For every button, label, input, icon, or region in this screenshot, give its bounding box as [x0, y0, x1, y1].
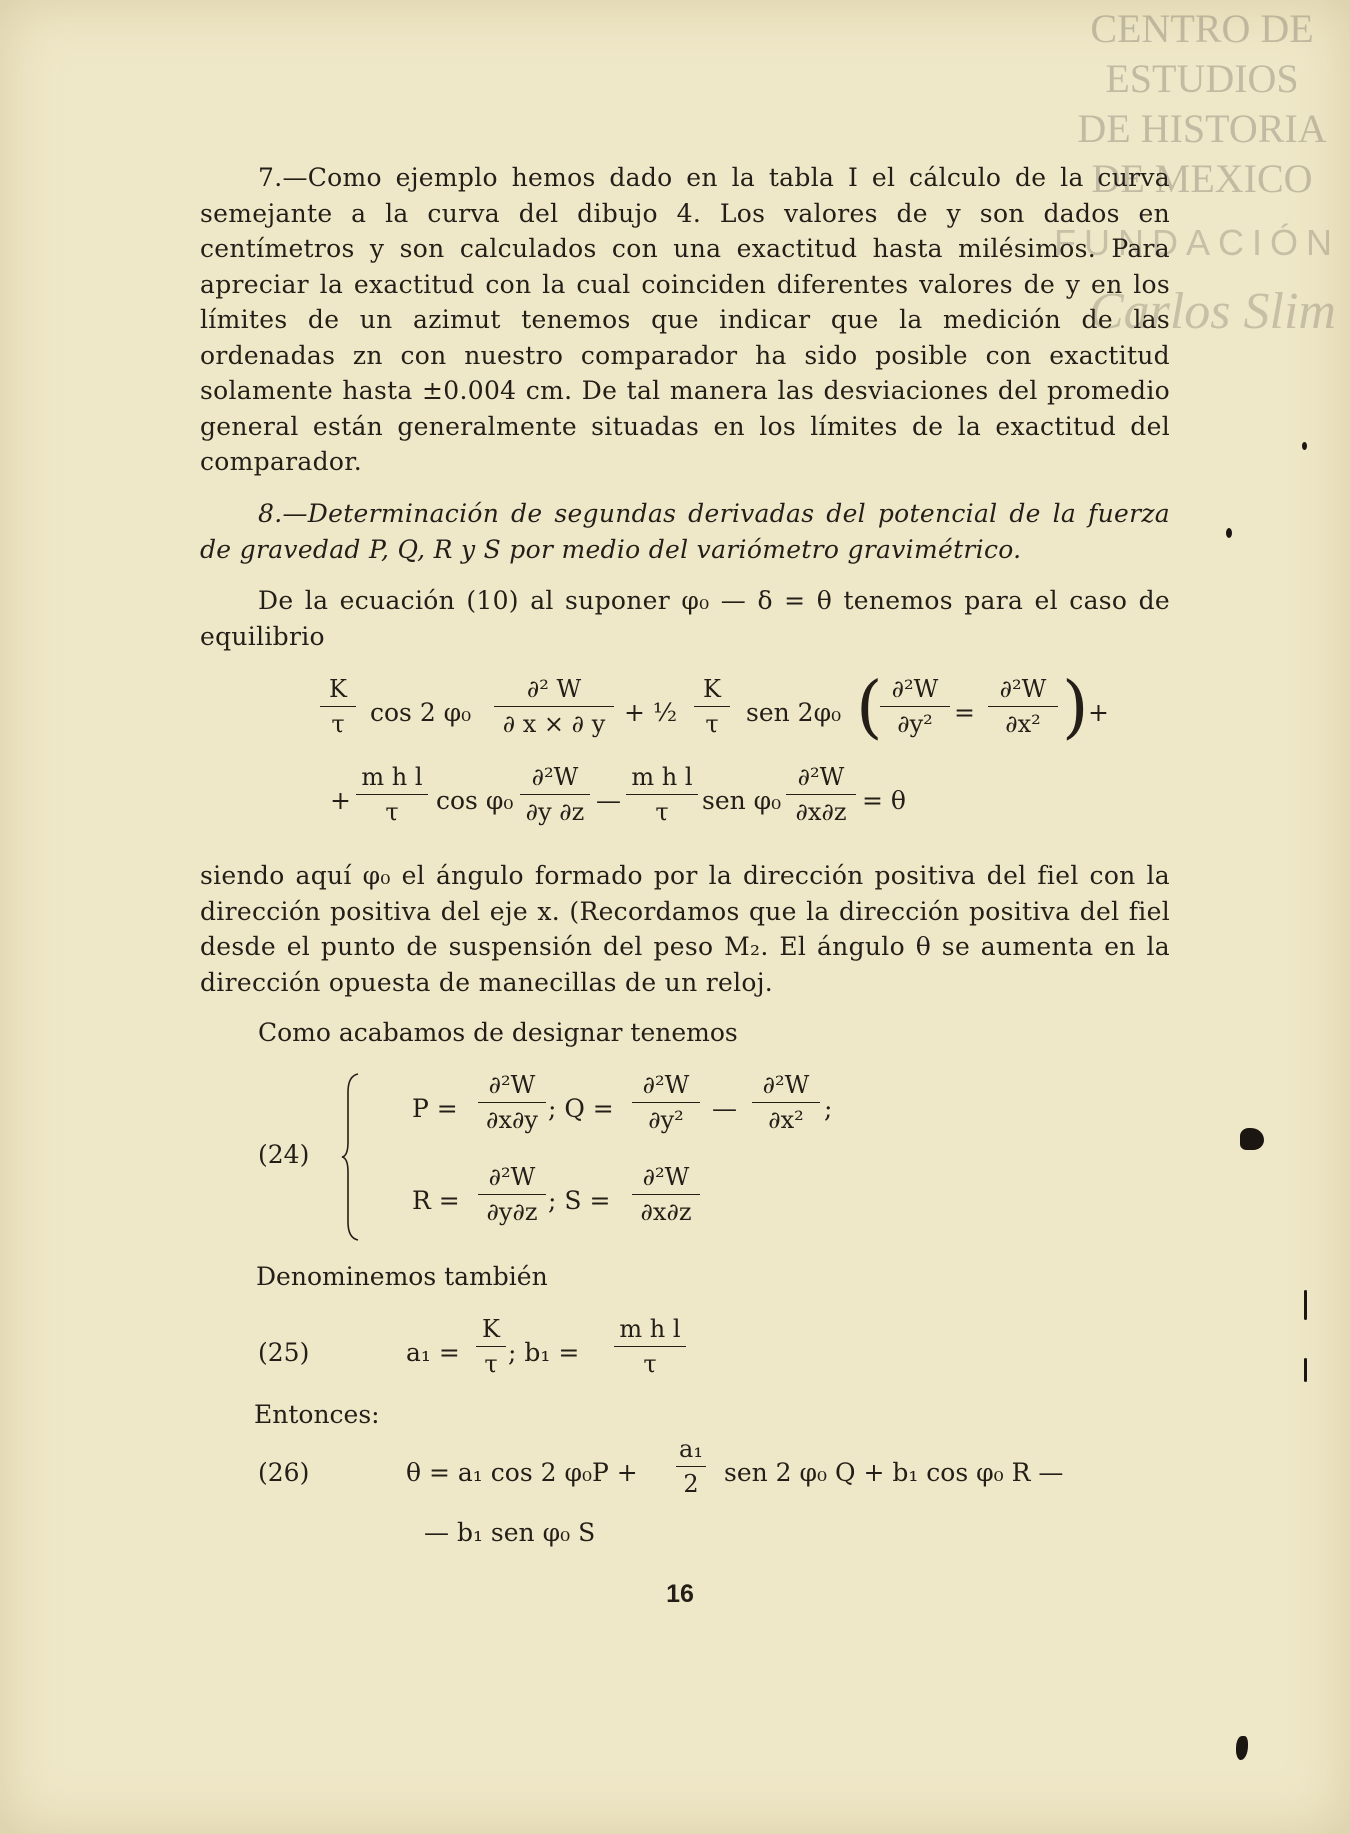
- watermark-fundacion: FUNDACIÓN: [1054, 222, 1340, 263]
- numerator: m h l: [631, 763, 693, 791]
- term: + ½: [624, 698, 678, 727]
- term: +: [1088, 698, 1109, 727]
- term: =: [954, 698, 975, 727]
- denominator: ∂x²: [1005, 710, 1041, 738]
- denominator: ∂x∂z: [640, 1198, 692, 1226]
- denominemos-line: Denominemos también: [256, 1262, 548, 1291]
- fraction: [626, 760, 698, 829]
- brace-icon: [340, 1072, 360, 1242]
- fraction: [520, 760, 590, 829]
- numerator: K: [329, 675, 347, 703]
- denominator: ∂y ∂z: [525, 798, 585, 826]
- numerator: ∂² W: [526, 675, 582, 703]
- fraction: [494, 672, 614, 741]
- paragraph-siendo: siendo aquí φ₀ el ángulo formado por la dirección positiva del fiel con la dirección positiva del eje x. (Recordamos que la dirección positiva del fiel desde el punto de suspensión del peso M₂. El ángulo θ se aumenta en la dirección opuesta de manecillas de un reloj.: [200, 861, 1170, 997]
- ink-blot: [1236, 1736, 1248, 1760]
- denominator: ∂x∂z: [795, 798, 847, 826]
- numerator: m h l: [619, 1315, 681, 1343]
- term: ; S =: [548, 1186, 611, 1215]
- equation-label: (26): [258, 1458, 310, 1487]
- section-heading-8: 8.—Determinación de segundas derivadas del potencial de la fuerza de gravedad P, Q, R y S por medio del variómetro gravimétrico.: [200, 499, 1170, 564]
- denominator: τ: [484, 1350, 498, 1378]
- fraction: [478, 1160, 546, 1229]
- como-line: Como acabamos de designar tenemos: [258, 1018, 738, 1047]
- numerator: ∂²W: [531, 763, 579, 791]
- fraction: [478, 1068, 546, 1137]
- numerator: ∂²W: [488, 1163, 536, 1191]
- watermark-signature: Carlos Slim: [1088, 283, 1336, 340]
- term: = θ: [862, 786, 906, 815]
- numerator: ∂²W: [762, 1071, 810, 1099]
- term: a₁ =: [406, 1338, 460, 1367]
- equation-intro: De la ecuación (10) al suponer φ₀ — δ = θ tenemos para el caso de equilibrio: [200, 586, 1170, 651]
- ink-speck: [1304, 1358, 1307, 1382]
- denominator: ∂ x × ∂ y: [502, 710, 606, 738]
- page-number: 16: [666, 1580, 694, 1608]
- fraction: [356, 760, 428, 829]
- term: sen φ₀: [702, 786, 782, 815]
- term: sen 2φ₀: [746, 698, 842, 727]
- denominator: τ: [655, 798, 669, 826]
- denominator: τ: [643, 1350, 657, 1378]
- term: θ = a₁ cos 2 φ₀P +: [406, 1458, 638, 1487]
- term: P =: [412, 1094, 458, 1123]
- term: +: [330, 786, 351, 815]
- numerator: ∂²W: [488, 1071, 536, 1099]
- fraction: [988, 672, 1058, 741]
- fraction: [676, 1432, 706, 1501]
- fraction: [614, 1312, 686, 1381]
- fraction: [320, 672, 356, 741]
- ink-speck: [1226, 528, 1232, 538]
- entonces-line: Entonces:: [254, 1400, 380, 1429]
- numerator: ∂²W: [891, 675, 939, 703]
- close-paren: ): [1062, 668, 1089, 747]
- term: ; Q =: [548, 1094, 614, 1123]
- denominator: ∂x²: [768, 1106, 804, 1134]
- denominator: τ: [385, 798, 399, 826]
- term: cos φ₀: [436, 786, 514, 815]
- fraction: [880, 672, 950, 741]
- ink-blot: [1240, 1128, 1264, 1150]
- term: —: [712, 1094, 737, 1123]
- term: cos 2 φ₀: [370, 698, 472, 727]
- numerator: ∂²W: [642, 1163, 690, 1191]
- fraction: [476, 1312, 506, 1381]
- fraction: [632, 1160, 700, 1229]
- fraction: [786, 760, 856, 829]
- paragraph-7: 7.—Como ejemplo hemos dado en la tabla I el cálculo de la curva semejante a la curva del dibujo 4. Los valores de y son dados en centímetros y son calculados con una exactitud hasta milésimos. Para apreciar la exactitud con la cual coinciden diferentes valores de y en los límites de un azimut tenemos que indicar que la medición de las ordenadas zn con nuestro comparador ha sido posible con exactitud solamente hasta ±0.004 cm. De tal manera las desviaciones del promedio general están generalmente situadas en los límites de la exactitud del comparador.: [200, 163, 1170, 476]
- ink-speck: [1304, 1290, 1307, 1320]
- fraction: [752, 1068, 820, 1137]
- numerator: K: [482, 1315, 500, 1343]
- fraction: [632, 1068, 700, 1137]
- term: sen 2 φ₀ Q + b₁ cos φ₀ R —: [724, 1458, 1064, 1487]
- watermark-line: ESTUDIOS: [1105, 56, 1299, 101]
- denominator: ∂y∂z: [486, 1198, 538, 1226]
- watermark-line: CENTRO DE: [1090, 6, 1314, 51]
- term: ;: [824, 1094, 833, 1123]
- numerator: ∂²W: [999, 675, 1047, 703]
- numerator: ∂²W: [797, 763, 845, 791]
- denominator: ∂x∂y: [486, 1106, 538, 1134]
- ink-speck: [1302, 442, 1307, 450]
- denominator: τ: [705, 710, 719, 738]
- fraction: [694, 672, 730, 741]
- denominator: 2: [683, 1470, 699, 1498]
- denominator: τ: [331, 710, 345, 738]
- numerator: K: [703, 675, 721, 703]
- watermark-line: DE MEXICO: [1091, 156, 1313, 201]
- equation-label: (25): [258, 1338, 310, 1367]
- numerator: a₁: [679, 1435, 703, 1463]
- denominator: ∂y²: [648, 1106, 684, 1134]
- watermark-line: DE HISTORIA: [1077, 106, 1327, 151]
- numerator: m h l: [361, 763, 423, 791]
- denominator: ∂y²: [897, 710, 933, 738]
- numerator: ∂²W: [642, 1071, 690, 1099]
- equation-label: (24): [258, 1140, 310, 1169]
- term: ; b₁ =: [508, 1338, 580, 1367]
- term: — b₁ sen φ₀ S: [424, 1518, 596, 1547]
- term: —: [596, 786, 621, 815]
- term: R =: [412, 1186, 460, 1215]
- open-paren: (: [856, 668, 883, 747]
